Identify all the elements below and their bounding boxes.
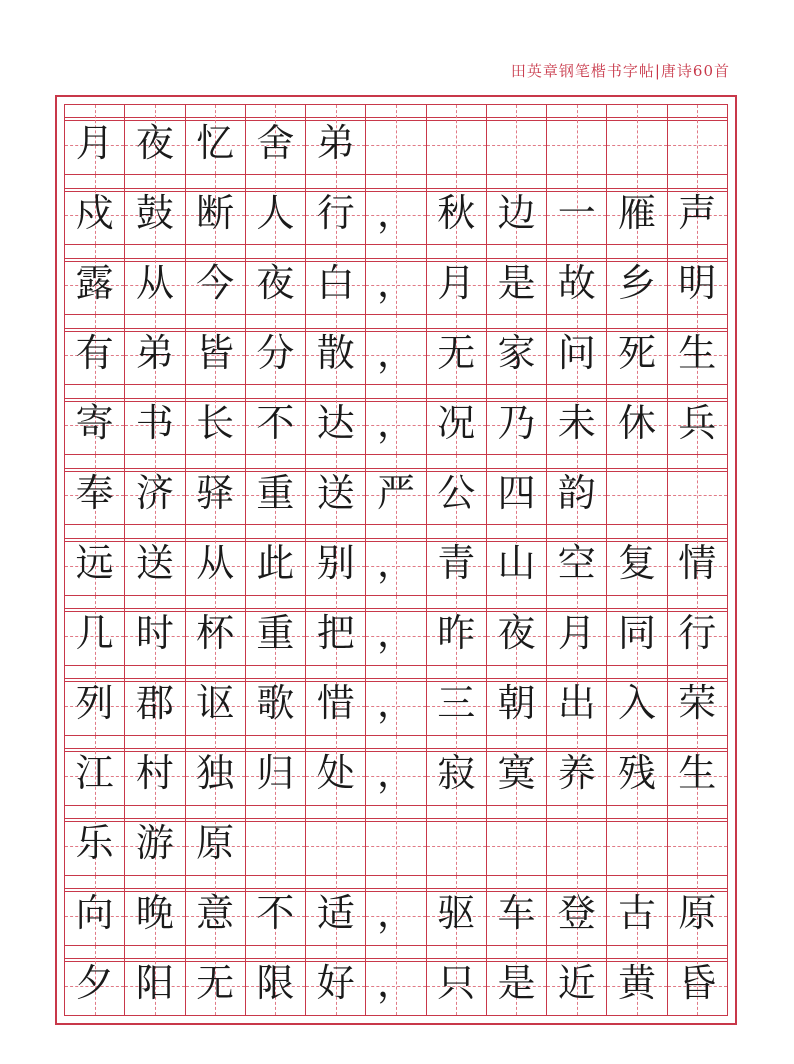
grid-cell [65,876,125,945]
practice-char: 今 [196,260,235,305]
grid-cell [186,315,246,384]
grid-cell [487,245,547,314]
grid-cell [125,245,185,314]
practice-char: 限 [256,961,295,1006]
grid-row [65,876,727,946]
practice-char: 只 [437,961,476,1006]
grid-row [65,806,727,876]
grid-cell [607,876,667,945]
practice-char: 一 [557,190,596,235]
practice-char: 长 [196,400,235,445]
grid-cell [487,736,547,805]
practice-char: 雁 [618,190,657,235]
practice-char: 原 [196,821,235,866]
practice-char: 重 [256,470,295,515]
grid-cell [547,175,607,244]
grid-cell [547,876,607,945]
grid-cell [246,245,306,314]
grid-cell [668,806,727,875]
practice-char: 残 [618,751,657,796]
grid-row [65,245,727,315]
practice-char: 夜 [497,611,536,656]
practice-char: 养 [557,751,596,796]
practice-char: 弟 [135,330,174,375]
practice-char: 入 [618,681,657,726]
practice-char: 情 [678,541,717,585]
practice-char: 有 [75,330,114,375]
practice-char: 此 [256,541,295,585]
practice-char: 独 [196,751,235,796]
practice-char: 鼓 [135,190,174,235]
grid-row [65,666,727,736]
practice-char: 寞 [497,751,536,796]
grid-cell [607,175,667,244]
practice-char: 寂 [437,751,476,796]
practice-char: 驱 [437,891,476,936]
practice-char: 夜 [135,120,174,165]
grid-cell [246,876,306,945]
grid-cell [186,736,246,805]
grid-cell [547,315,607,384]
grid-cell [547,525,607,594]
grid-cell [668,385,727,454]
practice-char: 惜 [316,681,355,726]
grid-cell [125,666,185,735]
grid-cell [186,175,246,244]
practice-char: 送 [135,541,174,585]
grid-cell [306,105,366,174]
practice-char: 不 [256,891,295,936]
practice-char: 韵 [557,470,596,515]
grid-cell [427,946,487,1015]
grid-cell [125,105,185,174]
grid-cell [487,525,547,594]
grid-cell [125,315,185,384]
grid-cell [65,596,125,665]
punctuation-char: ， [376,961,415,1006]
grid-cell [547,455,607,524]
practice-char: 朝 [497,681,536,726]
grid-cell [607,596,667,665]
grid-cell [306,736,366,805]
practice-char: 向 [75,891,114,936]
grid-cell [668,736,727,805]
practice-char: 问 [557,330,596,375]
grid-cell [306,315,366,384]
grid-cell [668,946,727,1015]
grid-cell [65,666,125,735]
grid-row [65,525,727,595]
practice-char: 行 [678,611,717,656]
practice-char: 昨 [437,611,476,656]
practice-char: 秋 [437,190,476,235]
practice-char: 况 [437,400,476,445]
grid-row [65,736,727,806]
practice-char: 乡 [618,260,657,305]
grid-cell [125,806,185,875]
grid-cell [668,315,727,384]
punctuation-char: ， [376,400,415,445]
grid-cell [246,666,306,735]
punctuation-char: ， [376,330,415,375]
practice-char: 明 [678,260,717,305]
practice-char: 夜 [256,260,295,305]
grid-cell [125,596,185,665]
grid-cell [186,245,246,314]
practice-char: 处 [316,751,355,796]
grid-cell [246,806,306,875]
practice-char: 生 [678,330,717,375]
practice-char: 行 [316,190,355,235]
practice-char: 皆 [196,330,235,375]
grid-cell [306,946,366,1015]
grid-cell [246,525,306,594]
grid-cell [366,315,426,384]
punctuation-char: ， [376,751,415,796]
grid-cell [125,876,185,945]
practice-char: 未 [557,400,596,445]
practice-char: 断 [196,190,235,235]
practice-char: 散 [316,330,355,375]
grid-cell [366,385,426,454]
practice-char: 休 [618,400,657,445]
practice-char: 阳 [135,961,174,1006]
grid-row [65,105,727,175]
grid-cell [427,876,487,945]
grid-row [65,385,727,455]
grid-row [65,946,727,1015]
practice-char: 古 [618,891,657,936]
grid-cell [186,455,246,524]
practice-char: 黄 [618,961,657,1006]
grid-cell [668,525,727,594]
practice-char: 忆 [196,120,235,165]
grid-cell [65,525,125,594]
grid-cell [65,105,125,174]
grid-cell [607,105,667,174]
grid-cell [186,806,246,875]
grid-cell [65,175,125,244]
practice-char: 晚 [135,891,174,936]
practice-sheet [55,95,737,1025]
practice-char: 边 [497,190,536,235]
punctuation-char: ， [376,681,415,726]
punctuation-char: ， [376,541,415,585]
practice-char: 戍 [75,190,114,235]
grid-cell [487,946,547,1015]
practice-char: 白 [316,260,355,305]
grid-cell [487,175,547,244]
grid-cell [547,245,607,314]
practice-char: 故 [557,260,596,305]
grid-cell [186,946,246,1015]
grid-cell [65,455,125,524]
grid-cell [246,455,306,524]
practice-char: 弟 [316,120,355,165]
practice-char: 原 [678,891,717,936]
grid-cell [547,385,607,454]
practice-char: 兵 [678,400,717,445]
practice-char: 近 [557,961,596,1006]
grid-cell [668,596,727,665]
grid-row [65,455,727,525]
practice-char: 出 [557,681,596,726]
grid-cell [487,876,547,945]
punctuation-char: ， [376,260,415,305]
practice-char: 同 [618,611,657,656]
practice-char: 死 [618,330,657,375]
grid-cell [306,876,366,945]
practice-char: 几 [75,611,114,656]
grid-cell [65,385,125,454]
grid-cell [487,666,547,735]
practice-char: 家 [497,330,536,375]
practice-char: 好 [316,961,355,1006]
practice-char: 江 [75,751,114,796]
grid-cell [487,105,547,174]
practice-char: 露 [75,260,114,305]
grid-cell [547,596,607,665]
grid-cell [366,175,426,244]
grid-cell [366,736,426,805]
grid-cell [427,806,487,875]
grid-cell [427,666,487,735]
grid-row [65,596,727,666]
grid-cell [427,385,487,454]
grid-row [65,175,727,245]
practice-char: 郡 [135,681,174,726]
grid-cell [65,736,125,805]
practice-char: 归 [256,751,295,796]
grid-cell [427,596,487,665]
grid-cell [547,736,607,805]
grid-cell [306,245,366,314]
practice-char: 无 [437,330,476,375]
practice-char: 复 [618,541,657,585]
practice-char: 公 [437,470,476,515]
punctuation-char: ， [376,611,415,656]
grid-cell [125,525,185,594]
practice-char: 昏 [678,961,717,1006]
grid-row [65,315,727,385]
grid-cell [306,666,366,735]
practice-char: 歌 [256,681,295,726]
grid-cell [547,946,607,1015]
practice-char: 驿 [196,470,235,515]
grid-cell [125,385,185,454]
grid-cell [306,455,366,524]
practice-char: 重 [256,611,295,656]
grid-cell [607,666,667,735]
grid-cell [427,455,487,524]
grid-cell [125,175,185,244]
punctuation-char: ， [376,190,415,235]
practice-char: 奉 [75,470,114,515]
copybook-title: 田英章钢笔楷书字帖|唐诗60首 [510,62,730,80]
practice-char: 分 [256,330,295,375]
practice-char: 列 [75,681,114,726]
grid-cell [246,596,306,665]
grid-cell [607,315,667,384]
practice-char: 是 [497,961,536,1006]
grid-cell [366,806,426,875]
practice-char: 不 [256,400,295,445]
practice-char: 寄 [75,400,114,445]
practice-char: 青 [437,541,476,585]
grid-cell [607,525,667,594]
grid-cell [547,666,607,735]
practice-char: 时 [135,611,174,656]
practice-grid [64,104,728,1016]
grid-cell [607,946,667,1015]
practice-char: 声 [678,190,717,235]
practice-char: 游 [135,821,174,866]
practice-char: 从 [135,260,174,305]
practice-char: 意 [196,891,235,936]
grid-cell [186,876,246,945]
practice-char: 舍 [256,120,295,165]
grid-cell [186,596,246,665]
grid-cell [487,385,547,454]
grid-cell [125,946,185,1015]
grid-cell [246,385,306,454]
grid-cell [607,736,667,805]
grid-cell [366,525,426,594]
practice-char: 生 [678,751,717,796]
grid-cell [427,525,487,594]
practice-char: 把 [316,611,355,656]
grid-cell [487,455,547,524]
grid-cell [427,315,487,384]
grid-cell [427,245,487,314]
grid-cell [607,455,667,524]
grid-cell [487,806,547,875]
practice-char: 杯 [196,611,235,656]
practice-char: 人 [256,190,295,235]
practice-char: 无 [196,961,235,1006]
practice-char: 山 [497,541,536,585]
practice-char: 月 [437,260,476,305]
practice-char: 三 [437,681,476,726]
practice-char: 月 [75,120,114,165]
grid-cell [366,455,426,524]
grid-cell [427,105,487,174]
grid-cell [487,596,547,665]
grid-cell [607,385,667,454]
grid-cell [246,175,306,244]
practice-char: 远 [75,541,114,585]
practice-char: 乐 [75,821,114,866]
grid-cell [246,315,306,384]
practice-char: 送 [316,470,355,515]
grid-cell [186,105,246,174]
grid-cell [487,315,547,384]
practice-char: 讴 [196,681,235,726]
grid-cell [306,175,366,244]
grid-cell [607,245,667,314]
grid-cell [306,385,366,454]
practice-char: 四 [497,470,536,515]
grid-cell [547,806,607,875]
grid-cell [246,105,306,174]
grid-cell [65,806,125,875]
grid-cell [306,806,366,875]
practice-char: 从 [196,541,235,585]
grid-cell [607,806,667,875]
grid-cell [65,315,125,384]
practice-char: 空 [557,541,596,585]
practice-char: 车 [497,891,536,936]
practice-char: 夕 [75,961,114,1006]
practice-char: 济 [135,470,174,515]
grid-cell [366,105,426,174]
grid-cell [427,736,487,805]
practice-char: 是 [497,260,536,305]
punctuation-char: ， [376,891,415,936]
grid-cell [186,525,246,594]
grid-cell [427,175,487,244]
grid-cell [366,876,426,945]
practice-char: 月 [557,611,596,656]
grid-cell [125,455,185,524]
practice-char: 严 [376,470,415,515]
grid-cell [306,525,366,594]
practice-char: 适 [316,891,355,936]
practice-char: 达 [316,400,355,445]
practice-char: 别 [316,541,355,585]
grid-cell [668,876,727,945]
grid-cell [668,455,727,524]
grid-cell [366,946,426,1015]
practice-char: 登 [557,891,596,936]
grid-cell [186,666,246,735]
grid-cell [65,946,125,1015]
grid-cell [65,245,125,314]
grid-cell [125,736,185,805]
practice-char: 乃 [497,400,536,445]
grid-cell [668,245,727,314]
grid-cell [366,596,426,665]
grid-cell [246,736,306,805]
grid-cell [547,105,607,174]
practice-char: 书 [135,400,174,445]
grid-cell [246,946,306,1015]
practice-char: 荣 [678,681,717,726]
grid-cell [668,666,727,735]
grid-cell [668,105,727,174]
grid-cell [366,666,426,735]
grid-cell [668,175,727,244]
grid-cell [306,596,366,665]
grid-cell [186,385,246,454]
grid-cell [366,245,426,314]
practice-char: 村 [135,751,174,796]
